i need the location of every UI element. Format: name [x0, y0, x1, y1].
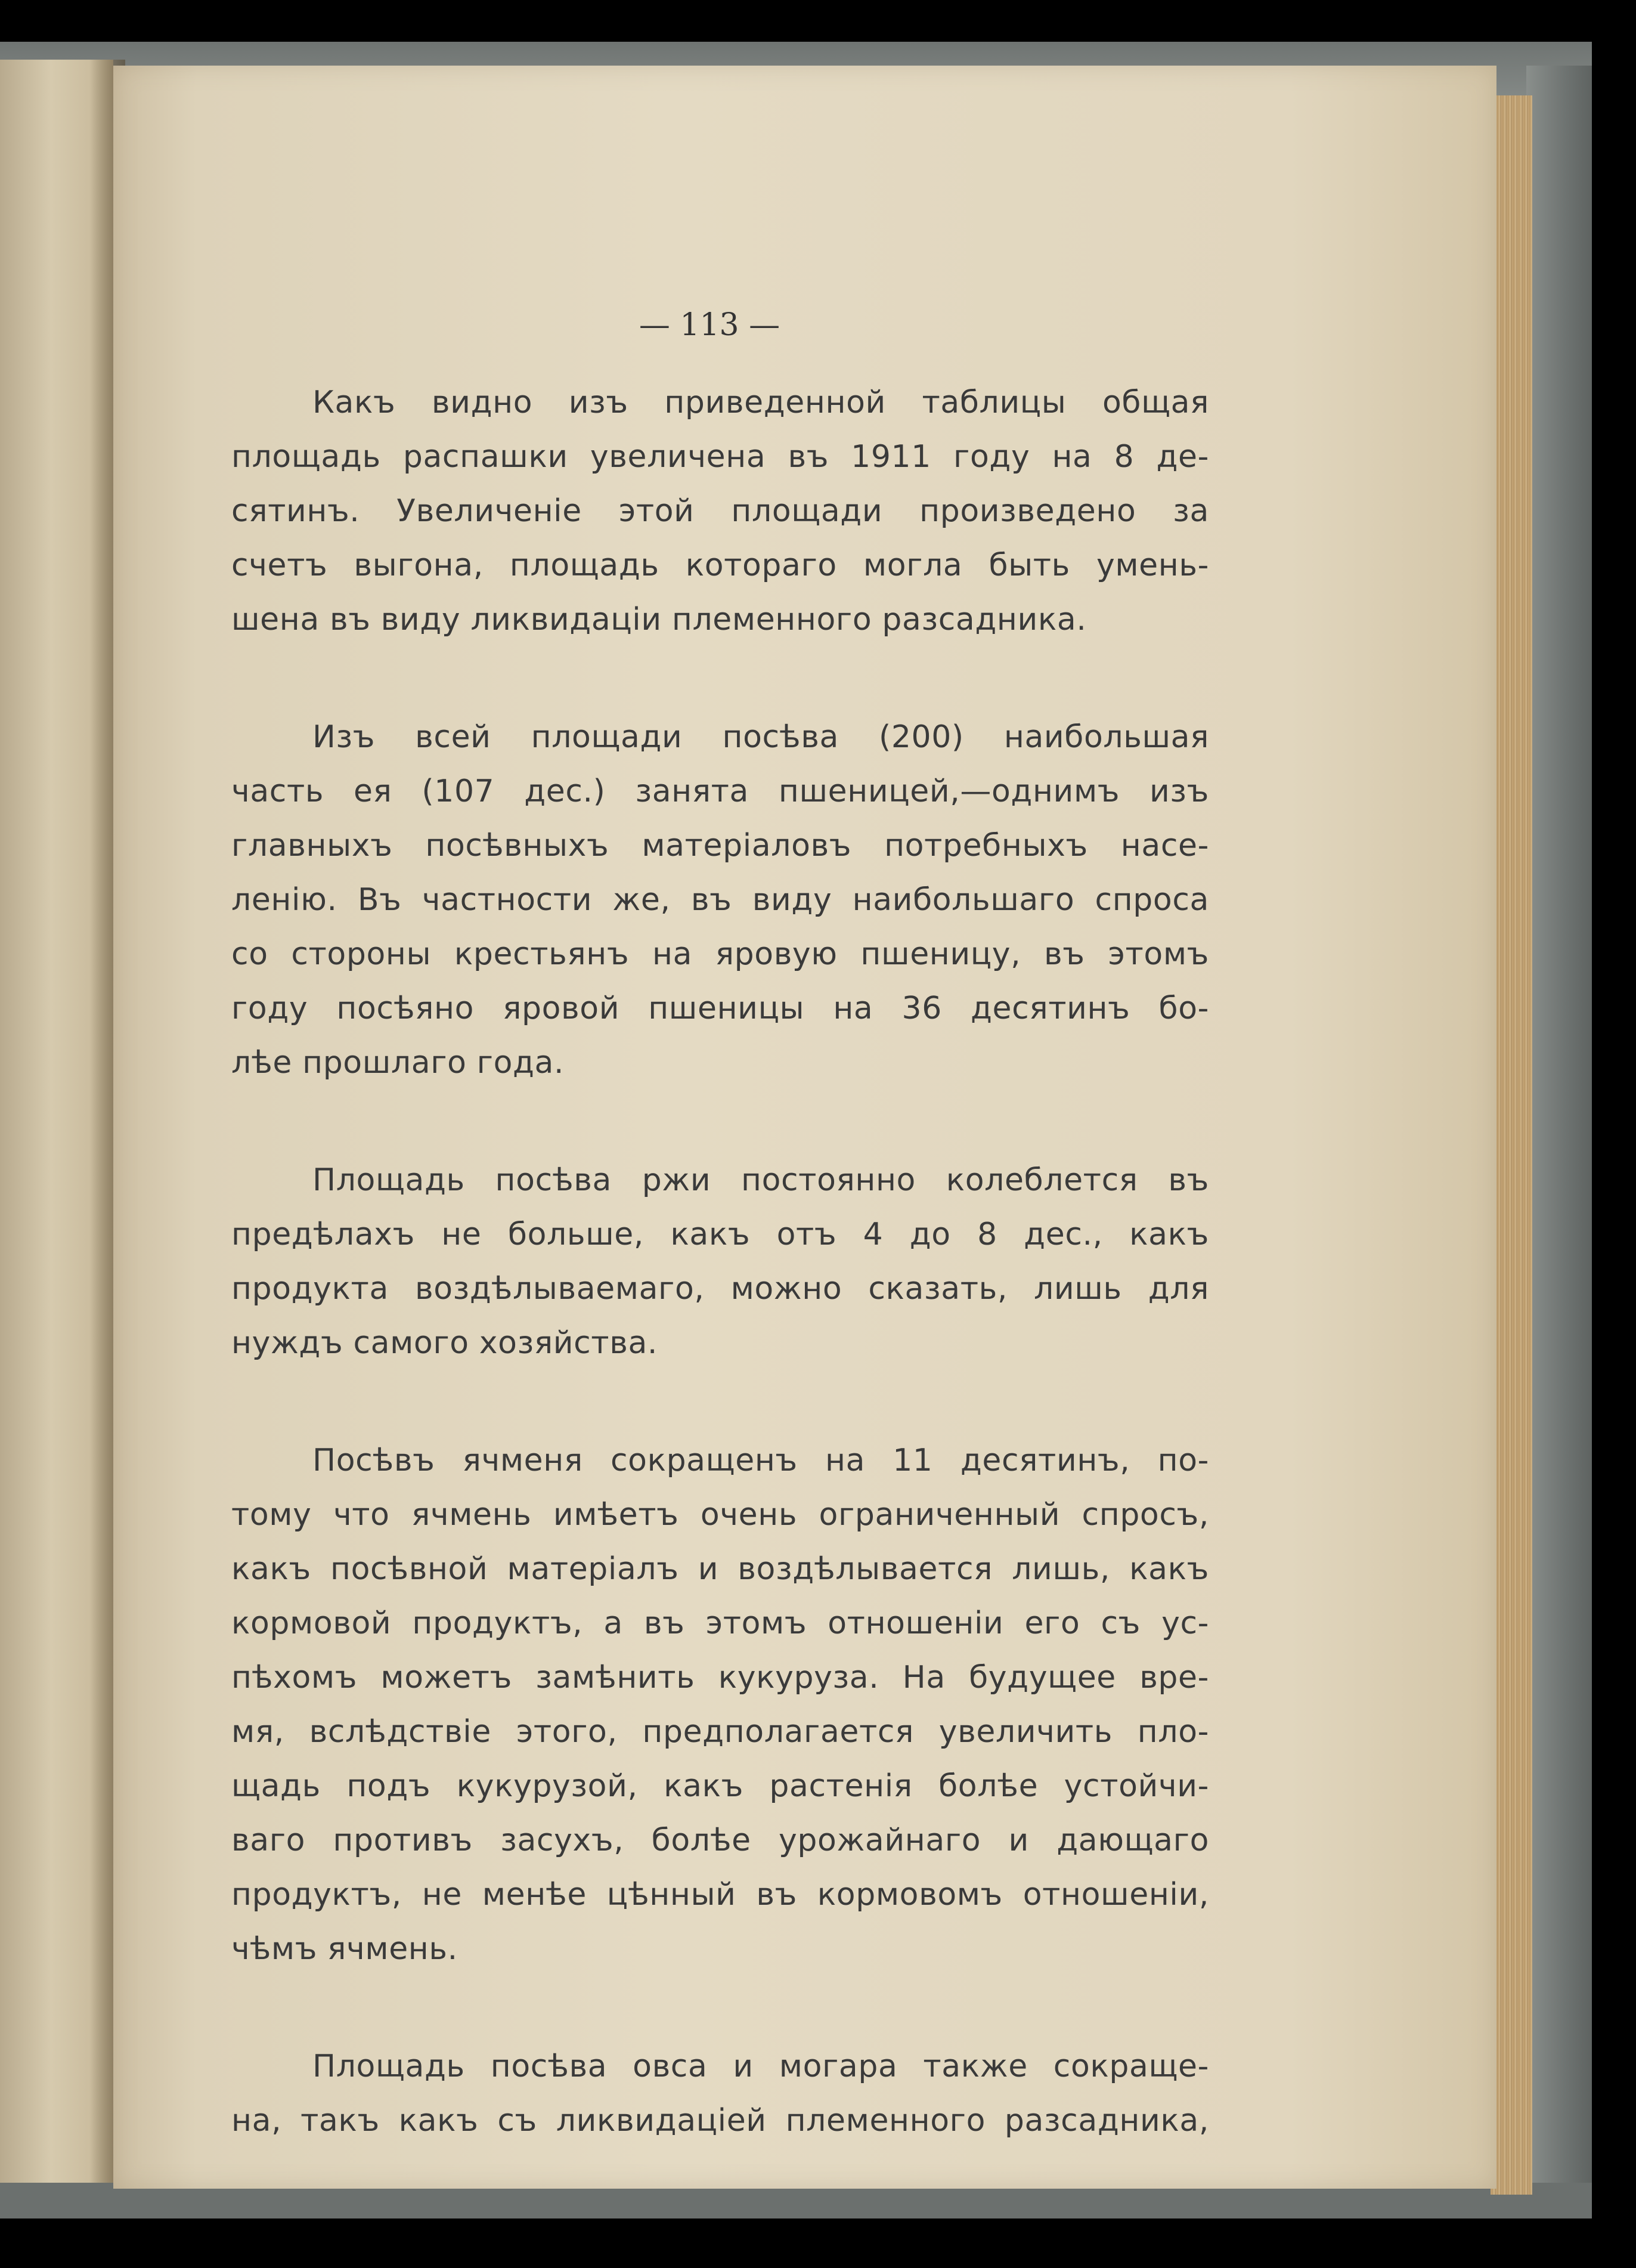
text-line: Площадь посѣва овса и могара также сокраще- — [312, 2049, 1209, 2084]
text-line: сятинъ. Увеличенiе этой площади произведено за — [231, 493, 1209, 529]
text-line: продуктъ, не менѣе цѣнный въ кормовомъ отношенiи, — [231, 1877, 1209, 1913]
text-line: счетъ выгона, площадь котораго могла быть умень- — [231, 547, 1209, 583]
paragraph-2 — [231, 710, 1209, 1090]
text-line: году посѣяно яровой пшеницы на 36 десятинъ бо- — [231, 991, 1209, 1026]
paragraph-5 — [231, 2040, 1209, 2148]
text-line: часть ея (107 дес.) занята пшеницей,—однимъ изъ — [231, 773, 1209, 809]
text-line: мя, вслѣдствiе этого, предполагается увеличить пло- — [231, 1714, 1209, 1750]
text-line: кормовой продуктъ, а въ этомъ отношенiи его съ ус- — [231, 1605, 1209, 1641]
text-line: на, такъ какъ съ ликвидацiей племенного разсадника, — [231, 2103, 1209, 2139]
text-line: щадь подъ кукурузой, какъ растенiя болѣе устойчи- — [231, 1768, 1209, 1804]
text-line: ваго противъ засухъ, болѣе урожайнаго и дающаго — [231, 1823, 1209, 1858]
text-line: предѣлахъ не больше, какъ отъ 4 до 8 дес., какъ — [231, 1217, 1209, 1252]
text-line: нуждъ самого хозяйства. — [231, 1325, 658, 1361]
text-line: какъ посѣвной матерiалъ и воздѣлывается лишь, какъ — [231, 1551, 1209, 1587]
text-line: Какъ видно изъ приведенной таблицы общая — [312, 385, 1209, 420]
page-edges — [1491, 95, 1532, 2195]
page-number: — 113 — — [639, 307, 780, 343]
text-line: площадь распашки увеличена въ 1911 году на 8 де- — [231, 439, 1209, 475]
text-line: Посѣвъ ячменя сокращенъ на 11 десятинъ, по- — [312, 1443, 1209, 1478]
text-line: Изъ всей площади посѣва (200) наибольшая — [312, 719, 1209, 755]
text-line: чѣмъ ячмень. — [231, 1931, 458, 1967]
text-line: ленiю. Въ частности же, въ виду наибольшаго спроса — [231, 882, 1209, 918]
text-line: тому что ячмень имѣетъ очень ограниченный спросъ, — [231, 1497, 1209, 1533]
text-line: лѣе прошлаго года. — [231, 1045, 565, 1081]
paragraph-4 — [231, 1434, 1209, 1976]
paragraph-1 — [231, 376, 1209, 647]
paragraph-3 — [231, 1153, 1209, 1370]
book-cover-right — [1526, 66, 1592, 2207]
text-line: шена въ виду ликвидацiи племенного разсадника. — [231, 602, 1087, 638]
page-text — [231, 376, 1209, 2211]
text-line: продукта воздѣлываемаго, можно сказать, лишь для — [231, 1271, 1209, 1307]
text-line: главныхъ посѣвныхъ матерiаловъ потребныхъ насе- — [231, 828, 1209, 864]
text-line: пѣхомъ можетъ замѣнить кукуруза. На будущее вре- — [231, 1660, 1209, 1695]
text-line: со стороны крестьянъ на яровую пшеницу, въ этомъ — [231, 936, 1209, 972]
text-line: Площадь посѣва ржи постоянно колеблется въ — [312, 1162, 1209, 1198]
